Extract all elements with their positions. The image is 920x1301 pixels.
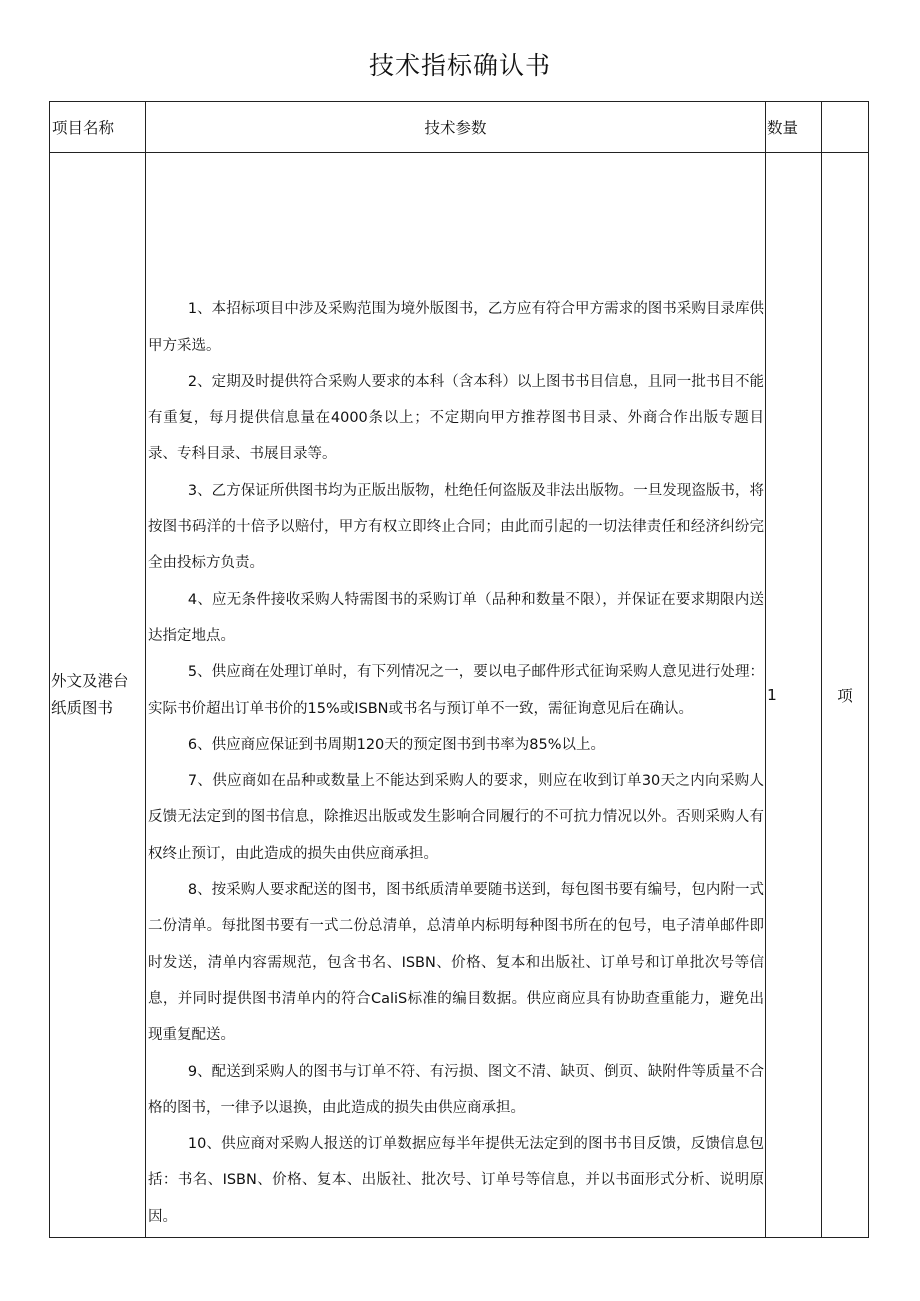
param-item-7: 7、供应商如在品种或数量上不能达到采购人的要求，则应在收到订单30天之内向采购人反馈无法定到的图书信息，除推迟出版或发生影响合同履行的不可抗力情况以外。否则采购人有权终止预订，由此造成的损失由供应商承担。 — [148, 773, 764, 862]
tech-params-cell — [146, 153, 766, 1238]
document-title: 技术指标确认书 — [368, 51, 551, 80]
quantity-cell: 1 — [766, 153, 822, 1238]
param-item-8: 8、按采购人要求配送的图书，图书纸质清单要随书送到，每包图书要有编号，包内附一式二份清单。每批图书要有一式二份总清单，总清单内标明每种图书所在的包号，电子清单邮件即时发送，清单内容需规范，包含书名、ISBN、价格、复本和出版社、订单号和订单批次号等信息，并同时提供图书清单内的符合CaliS标准的编目数据。供应商应具有协助查重能力，避免出现重复配送。 — [148, 882, 764, 1044]
header-quantity: 数量 — [766, 102, 822, 153]
item-name-cell — [50, 153, 146, 1238]
param-item-3: 3、乙方保证所供图书均为正版出版物，杜绝任何盗版及非法出版物。一旦发现盗版书，将按图书码洋的十倍予以赔付，甲方有权立即终止合同；由此而引起的一切法律责任和经济纠纷完全由投标方负责。 — [148, 482, 764, 572]
table-header-row — [50, 102, 869, 153]
spec-table — [49, 101, 869, 1238]
param-item-10: 10、供应商对采购人报送的订单数据应每半年提供无法定到的图书书目反馈，反馈信息包括：书名、ISBN、价格、复本、出版社、批次号、订单号等信息，并以书面形式分析、说明原因。 — [148, 1136, 764, 1225]
header-item-name: 项目名称 — [50, 102, 146, 153]
param-item-9: 9、配送到采购人的图书与订单不符、有污损、图文不清、缺页、倒页、缺附件等质量不合格的图书，一律予以退换，由此造成的损失由供应商承担。 — [148, 1063, 764, 1116]
table-row — [50, 153, 869, 1238]
param-item-1: 1、本招标项目中涉及采购范围为境外版图书，乙方应有符合甲方需求的图书采购目录库供甲方采选。 — [148, 301, 764, 354]
param-item-5: 5、供应商在处理订单时，有下列情况之一，要以电子邮件形式征询采购人意见进行处理：实际书价超出订单书价的15%或ISBN或书名与预订单不一致，需征询意见后在确认。 — [148, 664, 764, 717]
item-name-line-1: 外文及港台 — [51, 672, 129, 690]
header-tech-params: 技术参数 — [146, 102, 766, 153]
param-item-6: 6、供应商应保证到书周期120天的预定图书到书率为85%以上。 — [187, 736, 606, 753]
header-unit — [822, 102, 869, 153]
param-item-2: 2、定期及时提供符合采购人要求的本科（含本科）以上图书书目信息，且同一批书目不能有重复，每月提供信息量在4000条以上；不定期向甲方推荐图书目录、外商合作出版专题目录、专科目录、书展目录等。 — [148, 373, 764, 463]
tech-params-list — [146, 291, 765, 1237]
item-name-line-2: 纸质图书 — [51, 699, 114, 717]
param-item-4: 4、应无条件接收采购人特需图书的采购订单（品种和数量不限），并保证在要求期限内送达指定地点。 — [148, 591, 764, 644]
unit-cell: 项 — [822, 153, 869, 1238]
